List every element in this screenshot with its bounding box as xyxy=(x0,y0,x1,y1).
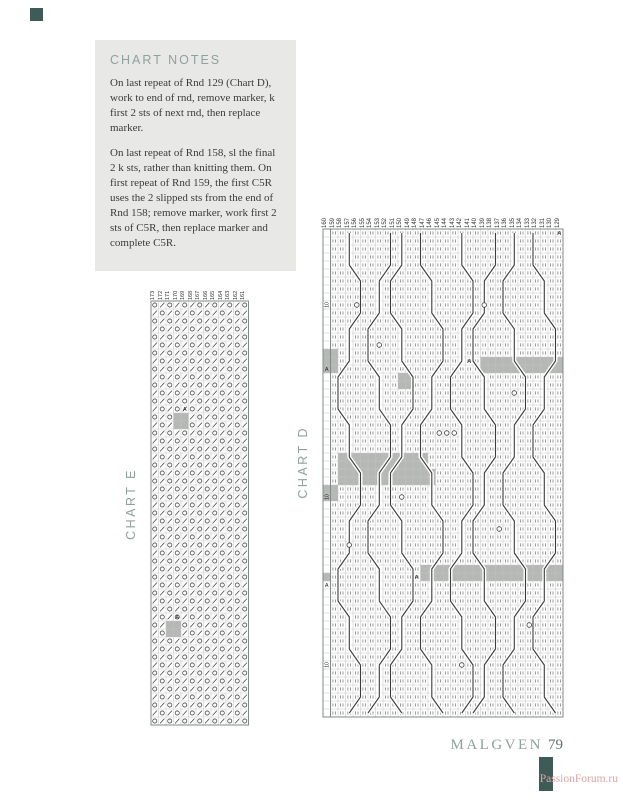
round-number: 171 xyxy=(165,290,171,300)
round-number: 168 xyxy=(187,290,194,300)
round-number: 134 xyxy=(517,217,523,228)
round-number: 153 xyxy=(374,217,381,228)
page-footer xyxy=(451,737,564,754)
round-number: 155 xyxy=(359,217,366,228)
svg-text:A: A xyxy=(324,583,329,589)
round-number: 152 xyxy=(382,217,388,228)
round-number: 164 xyxy=(217,290,224,300)
svg-text:A: A xyxy=(467,359,472,365)
round-number: 162 xyxy=(232,290,239,300)
round-number: 169 xyxy=(180,290,186,300)
chart-notes-title: CHART NOTES xyxy=(110,53,222,67)
chart-notes-paragraph-1: On last repeat of Rnd 129 (Chart D), work to end of rnd, remove marker, k first 2 sts of next rnd, then replace marker. xyxy=(110,77,275,134)
round-number: 151 xyxy=(389,217,396,228)
round-number: 166 xyxy=(202,290,209,300)
svg-text:A: A xyxy=(175,615,180,621)
round-number: 130 xyxy=(547,217,553,228)
corner-accent-square xyxy=(30,8,43,21)
svg-text:10: 10 xyxy=(324,302,331,308)
round-number: 163 xyxy=(225,290,231,300)
svg-text:10: 10 xyxy=(324,494,331,500)
round-number: 161 xyxy=(240,290,246,300)
svg-text:A: A xyxy=(182,407,187,413)
round-number: 135 xyxy=(509,217,516,228)
chart-notes-paragraph-2: On last repeat of Rnd 158, sl the final 2 k sts, rather than knitting them. On first repeat of Rnd 159, the first C5R uses the 2 slipped sts from the end of Rnd 158; remove marker, work first 2 sts of C5R, then replace marker and complete C5R. xyxy=(110,146,277,249)
round-number: 148 xyxy=(412,217,418,228)
round-number: 143 xyxy=(449,217,456,228)
svg-text:A: A xyxy=(324,367,329,373)
page-number: 79 xyxy=(548,737,563,753)
svg-text:A: A xyxy=(414,575,419,581)
round-number: 136 xyxy=(502,217,508,228)
watermark-text: PassionForum.ru xyxy=(539,773,618,785)
chart-e-round-numbers xyxy=(150,280,250,300)
round-number: 138 xyxy=(487,217,493,228)
round-number: 172 xyxy=(157,290,164,300)
round-number: 129 xyxy=(554,217,561,228)
round-number: 154 xyxy=(367,217,373,228)
round-number: 132 xyxy=(532,217,538,228)
chart-e xyxy=(150,280,250,726)
round-number: 156 xyxy=(352,217,358,228)
round-number: 141 xyxy=(464,217,471,228)
chart-d-grid xyxy=(322,228,564,718)
round-number: 140 xyxy=(472,217,478,228)
round-number: 147 xyxy=(419,217,426,228)
round-number: 144 xyxy=(442,217,448,228)
round-number: 133 xyxy=(524,217,531,228)
svg-text:10: 10 xyxy=(324,662,331,668)
round-number: 158 xyxy=(337,217,343,228)
round-number: 137 xyxy=(494,217,501,228)
chart-e-label: CHART E xyxy=(124,468,138,540)
round-number: 150 xyxy=(397,217,403,228)
chart-d-round-numbers xyxy=(322,196,564,228)
round-number: 142 xyxy=(457,217,463,228)
brand-name: MALGVEN xyxy=(450,737,543,753)
svg-text:A: A xyxy=(557,231,562,237)
chart-d xyxy=(322,196,564,718)
chart-d-label: CHART D xyxy=(296,426,310,499)
round-number: 173 xyxy=(150,290,156,300)
round-number: 159 xyxy=(329,217,336,228)
round-number: 146 xyxy=(427,217,433,228)
round-number: 160 xyxy=(322,217,328,228)
chart-notes-box xyxy=(95,40,296,271)
round-number: 145 xyxy=(434,217,441,228)
round-number: 157 xyxy=(344,217,351,228)
chart-e-grid xyxy=(150,300,250,726)
round-number: 167 xyxy=(195,290,201,300)
round-number: 165 xyxy=(210,290,216,300)
round-number: 149 xyxy=(404,217,411,228)
round-number: 139 xyxy=(479,217,486,228)
round-number: 131 xyxy=(539,217,546,228)
round-number: 170 xyxy=(172,290,179,300)
